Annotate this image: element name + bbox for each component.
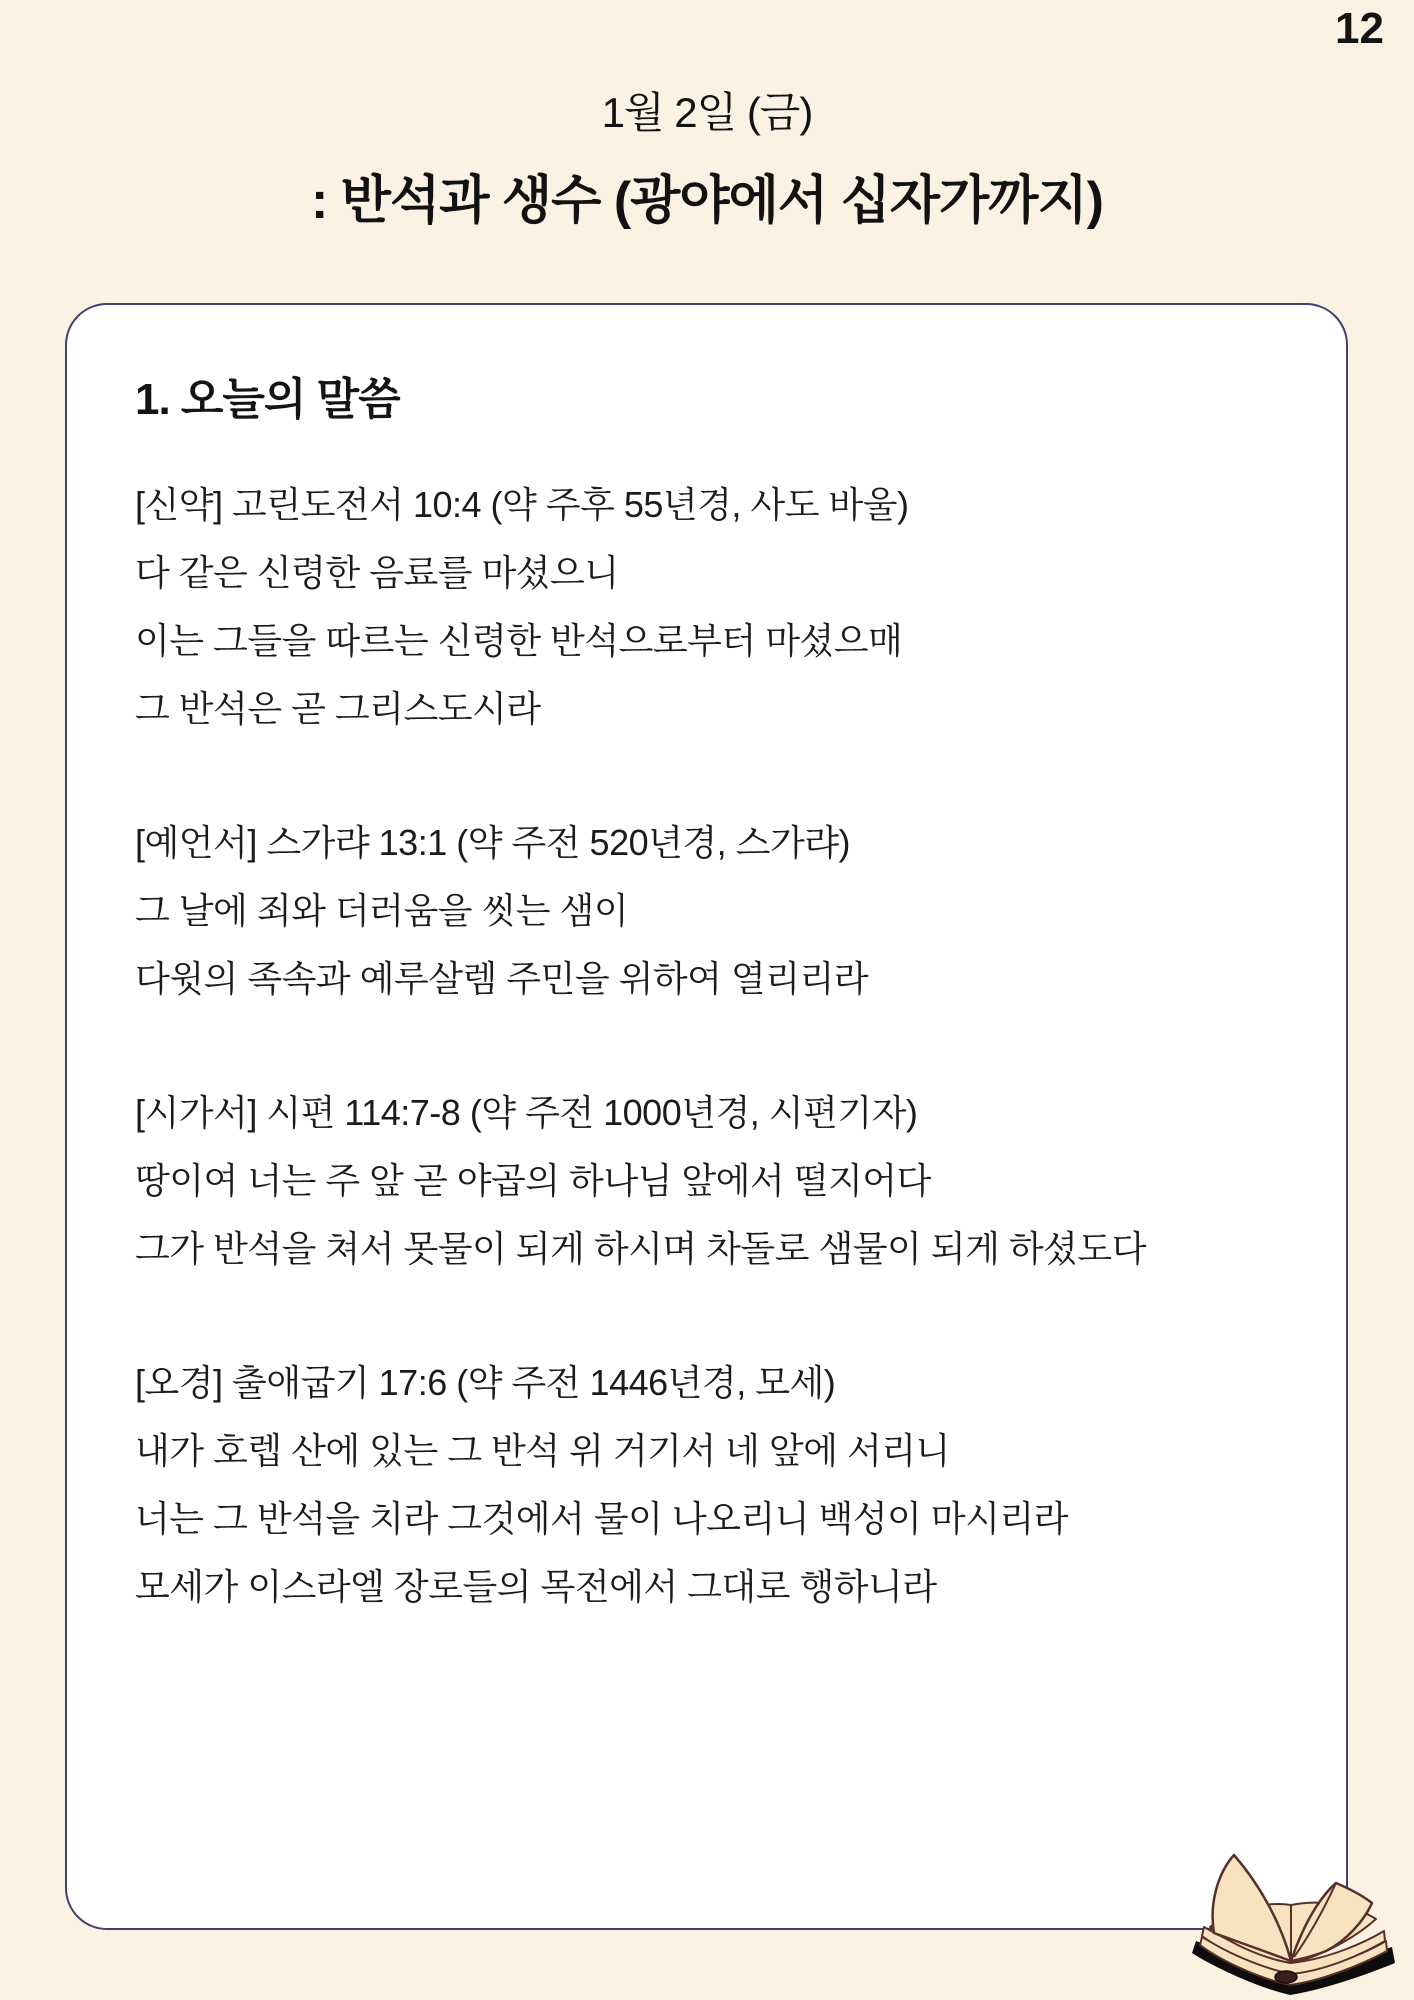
passage-line: 내가 호렙 산에 있는 그 반석 위 거기서 네 앞에 서리니 bbox=[135, 1430, 950, 1471]
section-title: 1. 오늘의 말씀 bbox=[135, 375, 400, 424]
passage-line: 그 날에 죄와 더러움을 씻는 샘이 bbox=[135, 890, 629, 931]
passage-line: 그 반석은 곧 그리스도시라 bbox=[135, 688, 541, 729]
scripture-card bbox=[65, 303, 1348, 1930]
passage-line: 이는 그들을 따르는 신령한 반석으로부터 마셨으매 bbox=[135, 620, 903, 661]
passage-line: 너는 그 반석을 치라 그것에서 물이 나오리니 백성이 마시리라 bbox=[135, 1498, 1068, 1539]
passage-line: 다 같은 신령한 음료를 마셨으니 bbox=[135, 552, 619, 593]
passage-block-pentateuch bbox=[135, 1349, 1280, 1621]
header bbox=[0, 0, 1414, 233]
passage-block-prophets bbox=[135, 809, 1280, 1013]
open-book-svg bbox=[1186, 1845, 1400, 1997]
page-number: 12 bbox=[1335, 4, 1384, 53]
open-book-icon bbox=[1186, 1845, 1400, 1997]
passage-block-new-testament bbox=[135, 471, 1280, 743]
passage-line: 모세가 이스라엘 장로들의 목전에서 그대로 행하니라 bbox=[135, 1566, 937, 1607]
passage-line: 다윗의 족속과 예루살렘 주민을 위하여 열리리라 bbox=[135, 958, 869, 999]
page-title: : 반석과 생수 (광야에서 십자가까지) bbox=[311, 172, 1103, 230]
passage-reference: [시가서] 시편 114:7-8 (약 주전 1000년경, 시편기자) bbox=[135, 1092, 918, 1133]
passage-line: 땅이여 너는 주 앞 곧 야곱의 하나님 앞에서 떨지어다 bbox=[135, 1160, 931, 1201]
passage-line: 그가 반석을 쳐서 못물이 되게 하시며 차돌로 샘물이 되게 하셨도다 bbox=[135, 1228, 1146, 1269]
passage-reference: [신약] 고린도전서 10:4 (약 주후 55년경, 사도 바울) bbox=[135, 484, 909, 525]
passage-block-psalms bbox=[135, 1079, 1280, 1283]
passage-reference: [예언서] 스가랴 13:1 (약 주전 520년경, 스가랴) bbox=[135, 822, 850, 863]
passage-reference: [오경] 출애굽기 17:6 (약 주전 1446년경, 모세) bbox=[135, 1362, 836, 1403]
date-line: 1월 2일 (금) bbox=[601, 89, 813, 136]
